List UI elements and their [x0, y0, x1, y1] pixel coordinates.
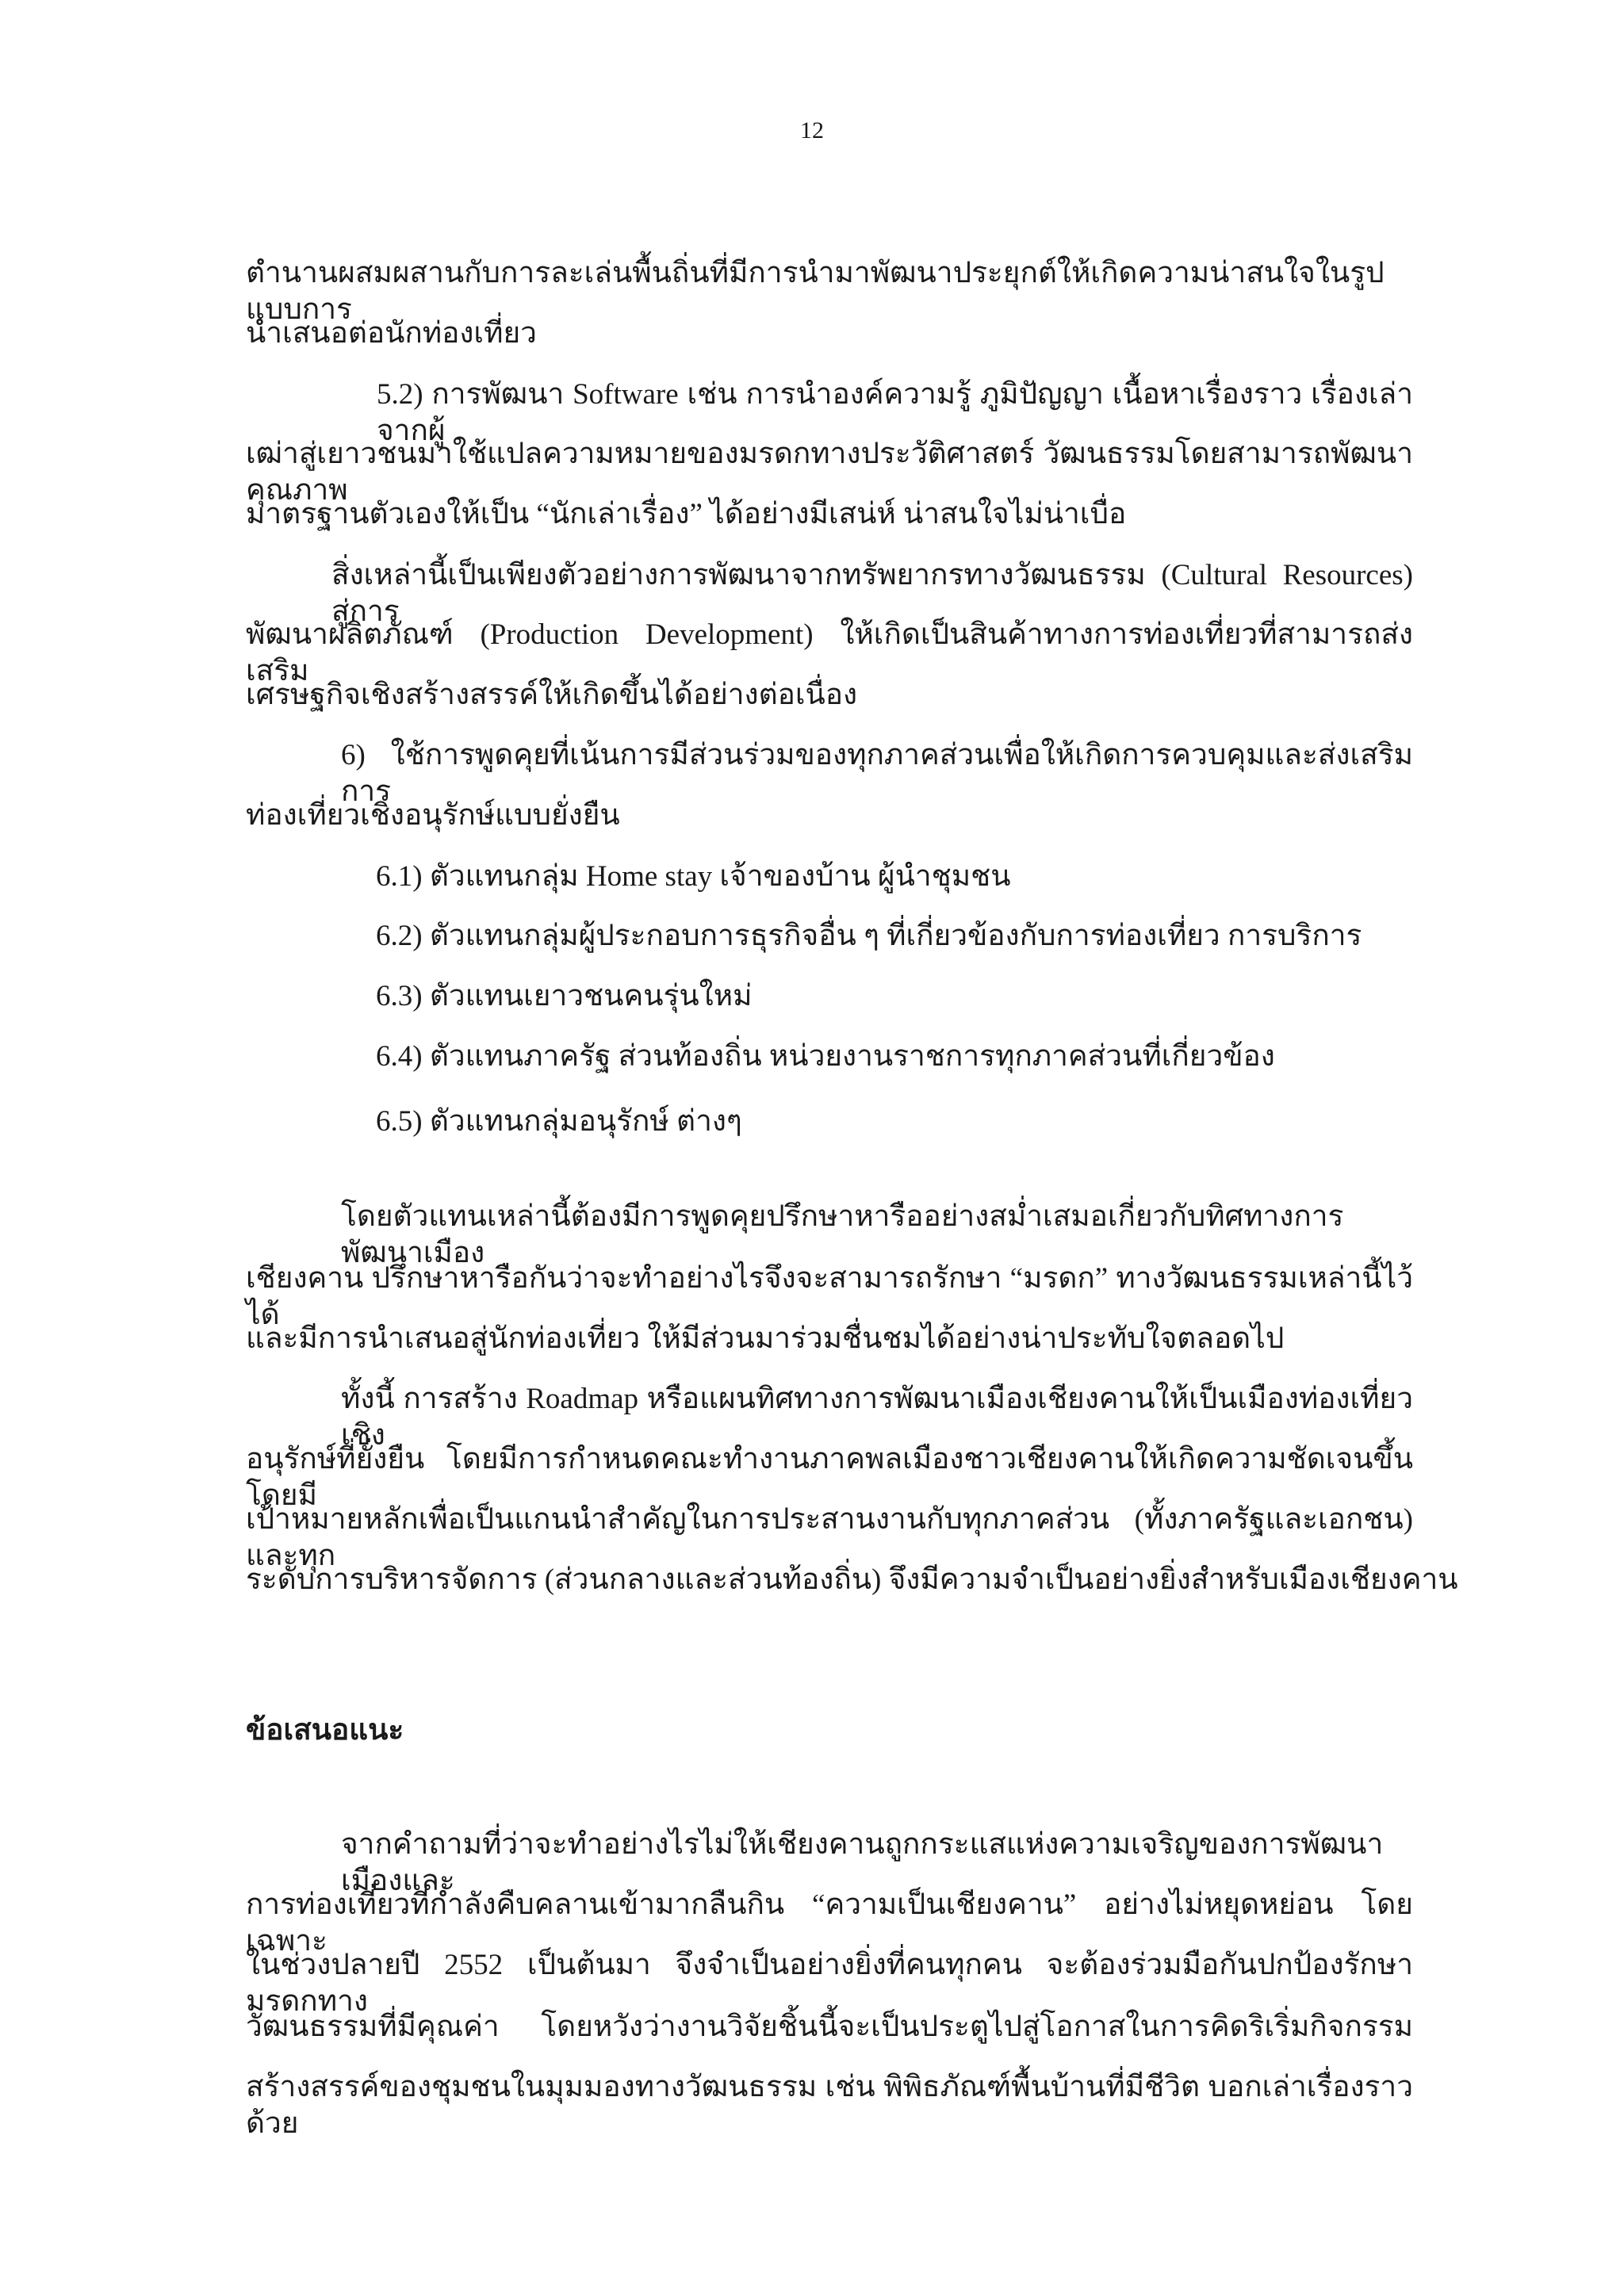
section-heading: ข้อเสนอแนะ — [246, 1714, 404, 1747]
body-line: อนุรักษ์ที่ยั่งยืน โดยมีการกำหนดคณะทำงานภาคพลเมืองชาวเชียงคานให้เกิดความชัดเจนขึ้น โดยมี — [246, 1443, 1413, 1512]
body-line: ทั้งนี้ การสร้าง Roadmap หรือแผนทิศทางการพัฒนาเมืองเชียงคานให้เป็นเมืองท่องเที่ยวเชิง — [341, 1383, 1413, 1452]
list-item: 6.5) ตัวแทนกลุ่มอนุรักษ์ ต่างๆ — [376, 1105, 742, 1138]
list-item: 6.3) ตัวแทนเยาวชนคนรุ่นใหม่ — [376, 980, 753, 1012]
body-line: โดยตัวแทนเหล่านี้ต้องมีการพูดคุยปรึกษาหารืออย่างสม่ำเสมอเกี่ยวกับทิศทางการพัฒนาเมือง — [341, 1200, 1344, 1269]
body-line: เชียงคาน ปรึกษาหารือกันว่าจะทำอย่างไรจึงจะสามารถรักษา “มรดก” ทางวัฒนธรรมเหล่านี้ไว้ได้ — [246, 1262, 1413, 1331]
body-line: เป้าหมายหลักเพื่อเป็นแกนนำสำคัญในการประสานงานกับทุกภาคส่วน (ทั้งภาครัฐและเอกชน) และทุก — [246, 1503, 1413, 1572]
body-line: พัฒนาผลิตภัณฑ์ (Production Development) ให้เกิดเป็นสินค้าทางการท่องเที่ยวที่สามารถส่งเสริม — [246, 618, 1413, 687]
body-line: สิ่งเหล่านี้เป็นเพียงตัวอย่างการพัฒนาจากทรัพยากรทางวัฒนธรรม (Cultural Resources) สู่การ — [331, 559, 1413, 628]
body-line: และมีการนำเสนอสู่นักท่องเที่ยว ให้มีส่วนมาร่วมชื่นชมได้อย่างน่าประทับใจตลอดไป — [246, 1322, 1285, 1355]
body-line: การท่องเที่ยวที่กำลังคืบคลานเข้ามากลืนกิน “ความเป็นเชียงคาน” อย่างไม่หยุดหย่อน โดยเฉพาะ — [246, 1888, 1413, 1957]
body-line: วัฒนธรรมที่มีคุณค่า โดยหวังว่างานวิจัยชิ้นนี้จะเป็นประตูไปสู่โอกาสในการคิดริเริ่มกิจกรรม — [246, 2011, 1413, 2043]
body-line: ในช่วงปลายปี 2552 เป็นต้นมา จึงจำเป็นอย่างยิ่งที่คนทุกคน จะต้องร่วมมือกันปกป้องรักษามรดกทาง — [246, 1949, 1413, 2018]
body-line: นำเสนอต่อนักท่องเที่ยว — [246, 317, 537, 350]
body-line: จากคำถามที่ว่าจะทำอย่างไรไม่ให้เชียงคานถูกกระแสแห่งความเจริญของการพัฒนาเมืองและ — [341, 1828, 1384, 1897]
body-line: ระดับการบริหารจัดการ (ส่วนกลางและส่วนท้องถิ่น) จึงมีความจำเป็นอย่างยิ่งสำหรับเมืองเชียงคาน — [246, 1563, 1458, 1596]
list-item: 6.2) ตัวแทนกลุ่มผู้ประกอบการธุรกิจอื่น ๆ ที่เกี่ยวข้องกับการท่องเที่ยว การบริการ — [376, 920, 1362, 952]
body-line: 5.2) การพัฒนา Software เช่น การนำองค์ความรู้ ภูมิปัญญา เนื้อหาเรื่องราว เรื่องเล่าจากผู้ — [377, 378, 1413, 447]
body-line: 6) ใช้การพูดคุยที่เน้นการมีส่วนร่วมของทุกภาคส่วนเพื่อให้เกิดการควบคุมและส่งเสริมการ — [341, 739, 1413, 808]
body-line: ท่องเที่ยวเชิงอนุรักษ์แบบยั่งยืน — [246, 799, 620, 832]
body-line: เฒ่าสู่เยาวชนมาใช้แปลความหมายของมรดกทางประวัติศาสตร์ วัฒนธรรมโดยสามารถพัฒนาคุณภาพ — [246, 438, 1413, 507]
body-line: เศรษฐกิจเชิงสร้างสรรค์ให้เกิดขึ้นได้อย่างต่อเนื่อง — [246, 679, 858, 711]
list-item: 6.4) ตัวแทนภาครัฐ ส่วนท้องถิ่น หน่วยงานราชการทุกภาคส่วนที่เกี่ยวข้อง — [376, 1040, 1275, 1073]
body-line: ตำนานผสมผสานกับการละเล่นพื้นถิ่นที่มีการนำมาพัฒนาประยุกต์ให้เกิดความน่าสนใจในรูปแบบการ — [246, 257, 1385, 326]
body-line: สร้างสรรค์ของชุมชนในมุมมองทางวัฒนธรรม เช่น พิพิธภัณฑ์พื้นบ้านที่มีชีวิต บอกเล่าเรื่องราวด้วย — [246, 2071, 1413, 2140]
page-number: 12 — [800, 117, 824, 144]
list-item: 6.1) ตัวแทนกลุ่ม Home stay เจ้าของบ้าน ผู้นำชุมชน — [376, 860, 1011, 893]
body-line: มาตรฐานตัวเองให้เป็น “นักเล่าเรื่อง” ได้อย่างมีเสน่ห์ น่าสนใจไม่น่าเบื่อ — [246, 498, 1127, 530]
